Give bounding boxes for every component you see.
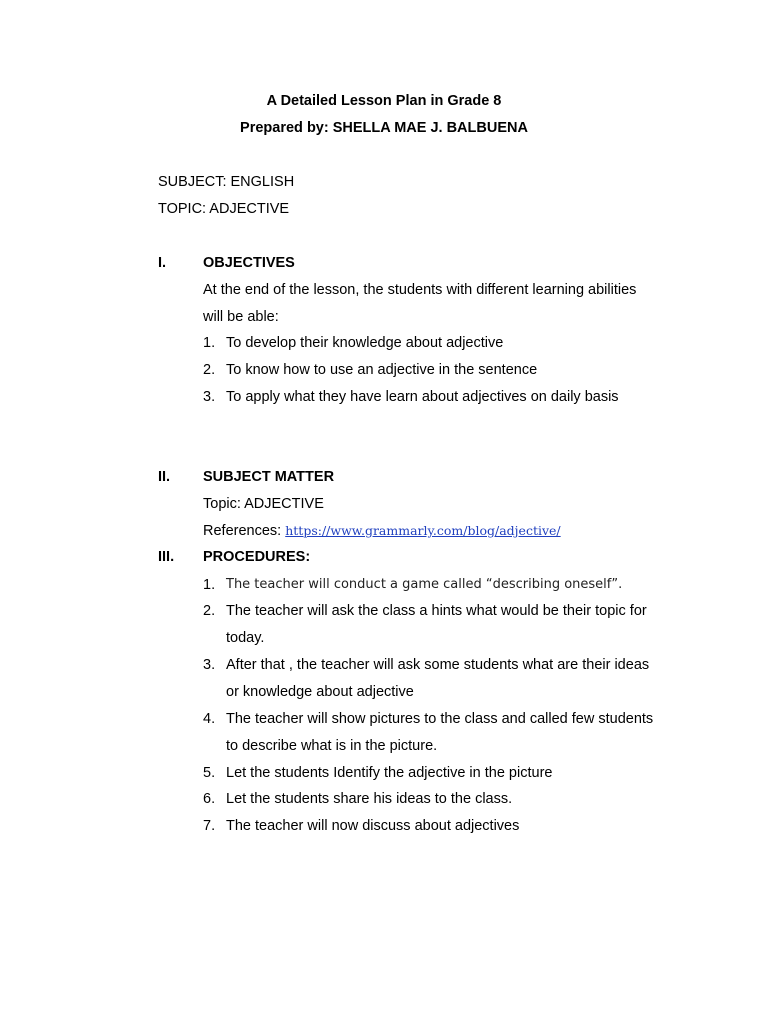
subject-matter-topic: Topic: ADJECTIVE [203, 496, 324, 512]
objective-item: To know how to use an adjective in the sentence [226, 362, 538, 378]
section-numeral-procedures: III. [158, 549, 175, 565]
objective-item: To develop their knowledge about adjective [226, 335, 504, 351]
objective-number: 3. [203, 389, 216, 405]
section-numeral-subject-matter: II. [158, 469, 171, 485]
procedure-number: 7. [203, 818, 216, 834]
procedure-item: Let the students Identify the adjective in the picture [226, 765, 553, 781]
objectives-intro-cont: will be able: [203, 309, 279, 325]
section-heading-procedures: PROCEDURES: [203, 549, 311, 565]
procedure-number: 6. [203, 791, 216, 807]
procedure-item: The teacher will conduct a game called “describing oneself”. [226, 577, 623, 592]
procedure-number: 1. [203, 577, 216, 593]
procedure-item: The teacher will ask the class a hints what would be their topic for [226, 603, 647, 619]
procedure-item: Let the students share his ideas to the class. [226, 791, 513, 807]
procedure-item-cont: to describe what is in the picture. [226, 738, 438, 754]
procedure-number: 2. [203, 603, 216, 619]
references-line [203, 522, 561, 540]
document-title: A Detailed Lesson Plan in Grade 8 [266, 93, 502, 109]
objective-number: 1. [203, 335, 216, 351]
subject-line: SUBJECT: ENGLISH [158, 174, 295, 190]
procedure-item: The teacher will show pictures to the class and called few students [226, 711, 654, 727]
procedure-number: 5. [203, 765, 216, 781]
objectives-intro: At the end of the lesson, the students with different learning abilities [203, 282, 637, 298]
section-heading-subject-matter: SUBJECT MATTER [203, 469, 335, 485]
procedure-item: The teacher will now discuss about adjectives [226, 818, 520, 834]
procedure-item-cont: or knowledge about adjective [226, 684, 414, 700]
topic-line: TOPIC: ADJECTIVE [158, 201, 290, 217]
objective-item: To apply what they have learn about adjectives on daily basis [226, 389, 619, 405]
procedure-item: After that , the teacher will ask some students what are their ideas [226, 657, 650, 673]
objective-number: 2. [203, 362, 216, 378]
section-heading-objectives: OBJECTIVES [203, 255, 295, 271]
prepared-by: Prepared by: SHELLA MAE J. BALBUENA [240, 120, 528, 136]
section-numeral-objectives: I. [158, 255, 167, 271]
procedure-number: 4. [203, 711, 216, 727]
references-label: References: [203, 523, 286, 539]
procedure-number: 3. [203, 657, 216, 673]
procedure-item-cont: today. [226, 630, 265, 646]
references-link[interactable]: https://www.grammarly.com/blog/adjective/ [285, 523, 561, 538]
